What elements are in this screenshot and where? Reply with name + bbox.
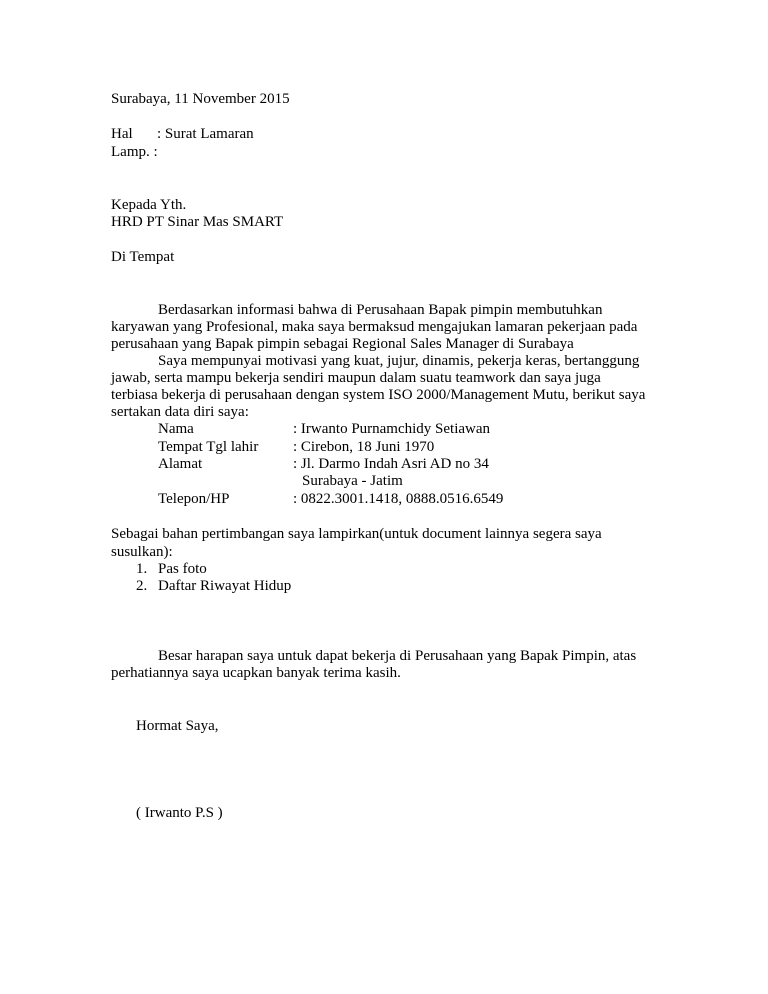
paragraph-line: Saya mempunyai motivasi yang kuat, jujur, dinamis, pekerja keras, bertanggung xyxy=(158,353,640,369)
lamp-line: Lamp. : xyxy=(111,144,158,160)
paragraph-line: perusahaan yang Bapak pimpin sebagai Regional Sales Manager di Surabaya xyxy=(111,336,574,352)
list-item: Daftar Riwayat Hidup xyxy=(158,578,292,594)
place-date: Surabaya, 11 November 2015 xyxy=(111,91,290,107)
closing-paragraph-line: perhatiannya saya ucapkan banyak terima kasih. xyxy=(111,665,401,681)
location-line: Di Tempat xyxy=(111,249,175,265)
paragraph-line: sertakan data diri saya: xyxy=(111,404,249,420)
recipient-line: HRD PT Sinar Mas SMART xyxy=(111,214,284,230)
attachment-intro-line: Sebagai bahan pertimbangan saya lampirkan(untuk document lainnya segera saya xyxy=(111,526,602,542)
hal-label: Hal xyxy=(111,126,133,142)
recipient-line: Kepada Yth. xyxy=(111,197,187,213)
paragraph-line: karyawan yang Profesional, maka saya bermaksud mengajukan lamaran pekerjaan pada xyxy=(111,319,638,335)
paragraph-line: Berdasarkan informasi bahwa di Perusahaan Bapak pimpin membutuhkan xyxy=(158,302,603,318)
field-value-telepon: : 0822.3001.1418, 0888.0516.6549 xyxy=(293,491,504,507)
hal-value: : Surat Lamaran xyxy=(157,126,254,142)
list-number: 1. xyxy=(136,561,148,577)
field-label-nama: Nama xyxy=(158,421,194,437)
signature-name: ( Irwanto P.S ) xyxy=(136,805,223,821)
field-value-ttl: : Cirebon, 18 Juni 1970 xyxy=(293,439,435,455)
field-value-alamat-cont: Surabaya - Jatim xyxy=(302,473,403,489)
field-value-alamat: : Jl. Darmo Indah Asri AD no 34 xyxy=(293,456,489,472)
list-item: Pas foto xyxy=(158,561,207,577)
field-label-telepon: Telepon/HP xyxy=(158,491,230,507)
paragraph-line: jawab, serta mampu bekerja sendiri maupun dalam suatu teamwork dan saya juga xyxy=(111,370,601,386)
salutation: Hormat Saya, xyxy=(136,718,219,734)
field-label-ttl: Tempat Tgl lahir xyxy=(158,439,259,455)
closing-paragraph-line: Besar harapan saya untuk dapat bekerja di Perusahaan yang Bapak Pimpin, atas xyxy=(158,648,637,664)
field-value-nama: : Irwanto Purnamchidy Setiawan xyxy=(293,421,491,437)
field-label-alamat: Alamat xyxy=(158,456,203,472)
attachment-intro-line: susulkan): xyxy=(111,544,173,560)
paragraph-line: terbiasa bekerja di perusahaan dengan system ISO 2000/Management Mutu, berikut saya xyxy=(111,387,646,403)
list-number: 2. xyxy=(136,578,148,594)
